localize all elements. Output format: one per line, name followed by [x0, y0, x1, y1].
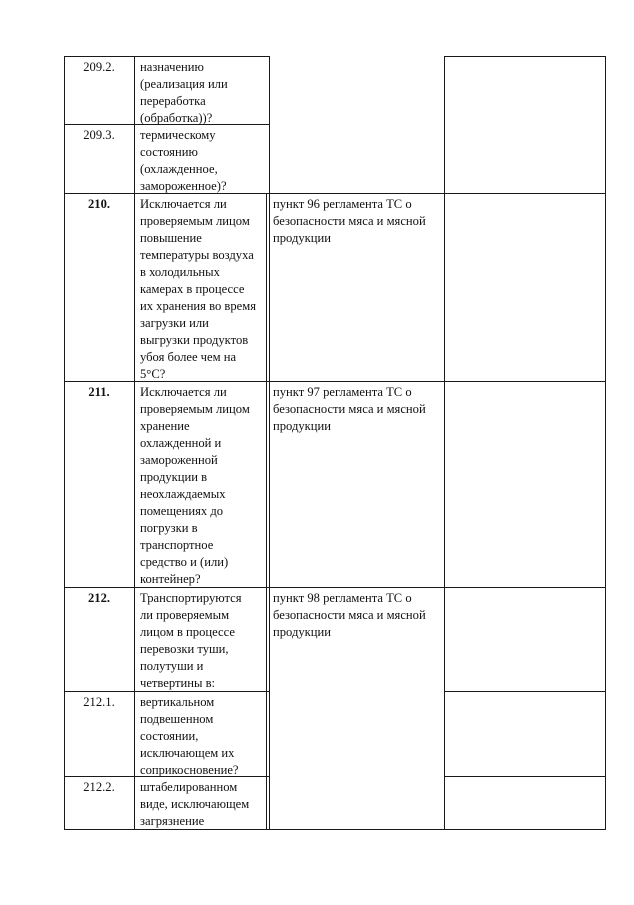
row-question: штабелированном виде, исключающем загрязнение [140, 780, 250, 828]
row-reference: пункт 97 регламента ТС о безопасности мяса и мясной продукции [273, 385, 426, 433]
row-border [444, 56, 606, 57]
row-number: 212.2. [83, 780, 115, 794]
row-border [444, 691, 606, 692]
row-number: 209.3. [83, 128, 115, 142]
row-border [444, 193, 606, 194]
col-border [266, 193, 267, 830]
row-border [64, 56, 270, 57]
row-question: Исключается ли проверяемым лицом хранение охлажденной и замороженной продукции в неохлаждаемых помещениях до погрузки в транспортное средство и (или) контейнер? [140, 385, 250, 586]
row-border [266, 829, 444, 830]
col-border [134, 56, 135, 830]
row-border [444, 829, 606, 830]
row-number: 210. [87, 197, 111, 211]
col-border [605, 56, 606, 830]
row-number: 212.1. [83, 695, 115, 709]
col-border [64, 56, 65, 830]
row-reference: пункт 98 регламента ТС о безопасности мяса и мясной продукции [273, 591, 426, 639]
row-question: термическому состоянию (охлажденное, замороженное)? [140, 128, 227, 193]
row-number: 212. [87, 591, 111, 605]
row-question: Транспортируются ли проверяемым лицом в процессе перевозки туши, полутуши и четвертины в: [140, 591, 242, 690]
row-question: назначению (реализация или переработка (обработка))? [140, 60, 228, 125]
row-number: 209.2. [83, 60, 115, 74]
row-reference: пункт 96 регламента ТС о безопасности мяса и мясной продукции [273, 197, 426, 245]
row-border [444, 776, 606, 777]
row-border [266, 193, 444, 194]
col-border [269, 56, 270, 830]
row-number: 211. [88, 385, 110, 399]
row-question: вертикальном подвешенном состоянии, исключающем их соприкосновение? [140, 695, 239, 777]
col-border [444, 56, 445, 830]
row-question: Исключается ли проверяемым лицом повышение температуры воздуха в холодильных камерах в процессе их хранения во время загрузки или выгрузки продуктов убоя более чем на 5°С? [140, 197, 257, 381]
